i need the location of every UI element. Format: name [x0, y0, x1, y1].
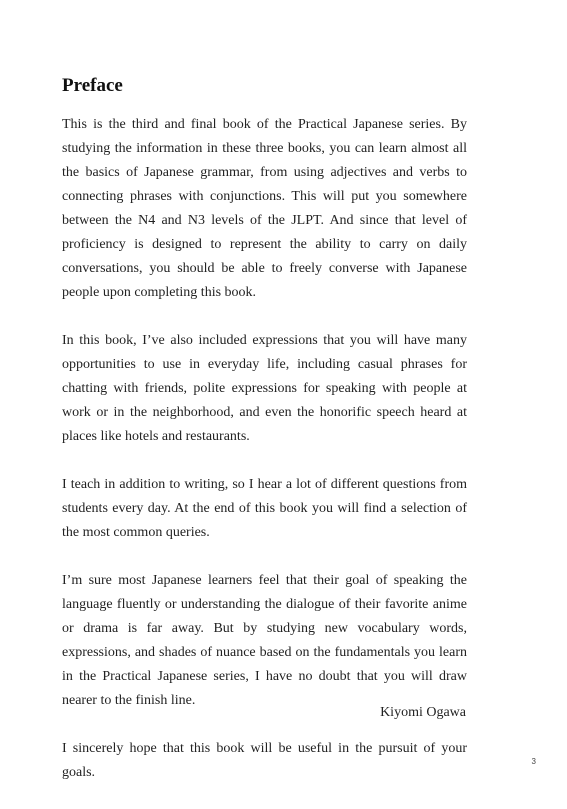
author-signature: Kiyomi Ogawa — [380, 705, 466, 720]
paragraph: In this book, I’ve also included expressions that you will have many opportunities to use in everyday life, including casual phrases for chatting with friends, polite expressions for speaking with people at work or in the neighborhood, and even the honorific speech heard at places like hotels and restaurants. — [62, 333, 467, 444]
paragraph: I sincerely hope that this book will be useful in the pursuit of your goals. — [62, 741, 467, 780]
paragraph: I’m sure most Japanese learners feel that their goal of speaking the language fluently or understanding the dialogue of their favorite anime or drama is far away. But by studying new vocabulary words, expressions, and shades of nuance based on the fundamentals you learn in the Practical Japanese series, I have no doubt that you will draw nearer to the finish line. — [62, 573, 467, 708]
paragraph: I teach in addition to writing, so I hear a lot of different questions from students every day. At the end of this book you will find a selection of the most common queries. — [62, 477, 467, 540]
page-number: 3 — [531, 757, 536, 766]
page-title: Preface — [62, 75, 123, 96]
paragraph: This is the third and final book of the Practical Japanese series. By studying the information in these three books, you can learn almost all the basics of Japanese grammar, from using adjectives and verbs to connecting phrases with conjunctions. This will put you somewhere between the N4 and N3 levels of the JLPT. And since that level of proficiency is designed to represent the ability to carry on daily conversations, you should be able to freely converse with Japanese people upon completing this book. — [62, 117, 467, 300]
